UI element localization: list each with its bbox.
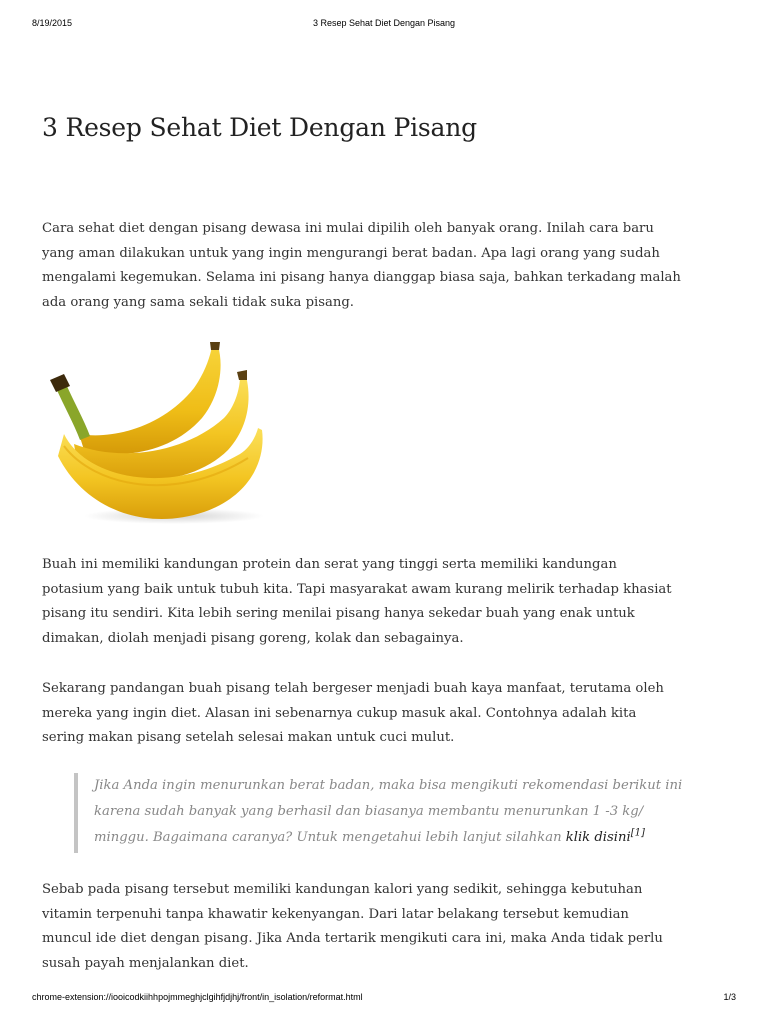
banana-bunch-image [44,336,274,528]
print-url: chrome-extension://iooicodkiihhpojmmeghjclgihfjdjhj/front/in_isolation/reformat.html [32,992,363,1002]
page-title: 3 Resep Sehat Diet Dengan Pisang [42,113,477,142]
print-header [0,18,768,32]
quote-body: Jika Anda ingin menurunkan berat badan, maka bisa mengikuti rekomendasi berikut ini karena sudah banyak yang berhasil dan biasanya membantu menurunkan 1 -3 kg/ minggu. Bagaimana caranya? Untuk mengetahui lebih lanjut silahkan [94,778,683,845]
quote-ref-link[interactable]: [1] [630,827,645,839]
blockquote [74,773,684,853]
paragraph-intro: Cara sehat diet dengan pisang dewasa ini mulai dipilih oleh banyak orang. Inilah cara baru yang aman dilakukan untuk yang ingin mengurangi berat badan. Apa lagi orang yang sudah mengalami kegemukan. Selama ini pisang hanya dianggap biasa saja, bahkan terkadang malah ada orang yang sama sekali tidak suka pisang. [42,221,681,310]
print-title: 3 Resep Sehat Diet Dengan Pisang [312,18,456,28]
paragraph-nutrition: Buah ini memiliki kandungan protein dan serat yang tinggi serta memiliki kandungan potasium yang baik untuk tubuh kita. Tapi masyarakat awam kurang melirik terhadap khasiat pisang itu sendiri. Kita lebih sering menilai pisang hanya sekedar buah yang enak untuk dimakan, diolah menjadi pisang goreng, kolak dan sebagainya. [42,557,672,646]
print-footer [0,992,768,1006]
page-number: 1/3 [723,992,736,1002]
paragraph-perspective: Sekarang pandangan buah pisang telah bergeser menjadi buah kaya manfaat, terutama oleh mereka yang ingin diet. Alasan ini sebenarnya cukup masuk akal. Contohnya adalah kita sering makan pisang setelah selesai makan untuk cuci mulut. [42,681,664,745]
quote-link[interactable]: klik disini [565,830,631,845]
print-date: 8/19/2015 [32,18,73,28]
paragraph-calorie: Sebab pada pisang tersebut memiliki kandungan kalori yang sedikit, sehingga kebutuhan vitamin terpenuhi tanpa khawatir kekenyangan. Dari latar belakang tersebut kemudian muncul ide diet dengan pisang. Jika Anda tertarik mengikuti cara ini, maka Anda tidak perlu susah payah menjalankan diet. [42,882,663,971]
quote-text [94,773,684,851]
